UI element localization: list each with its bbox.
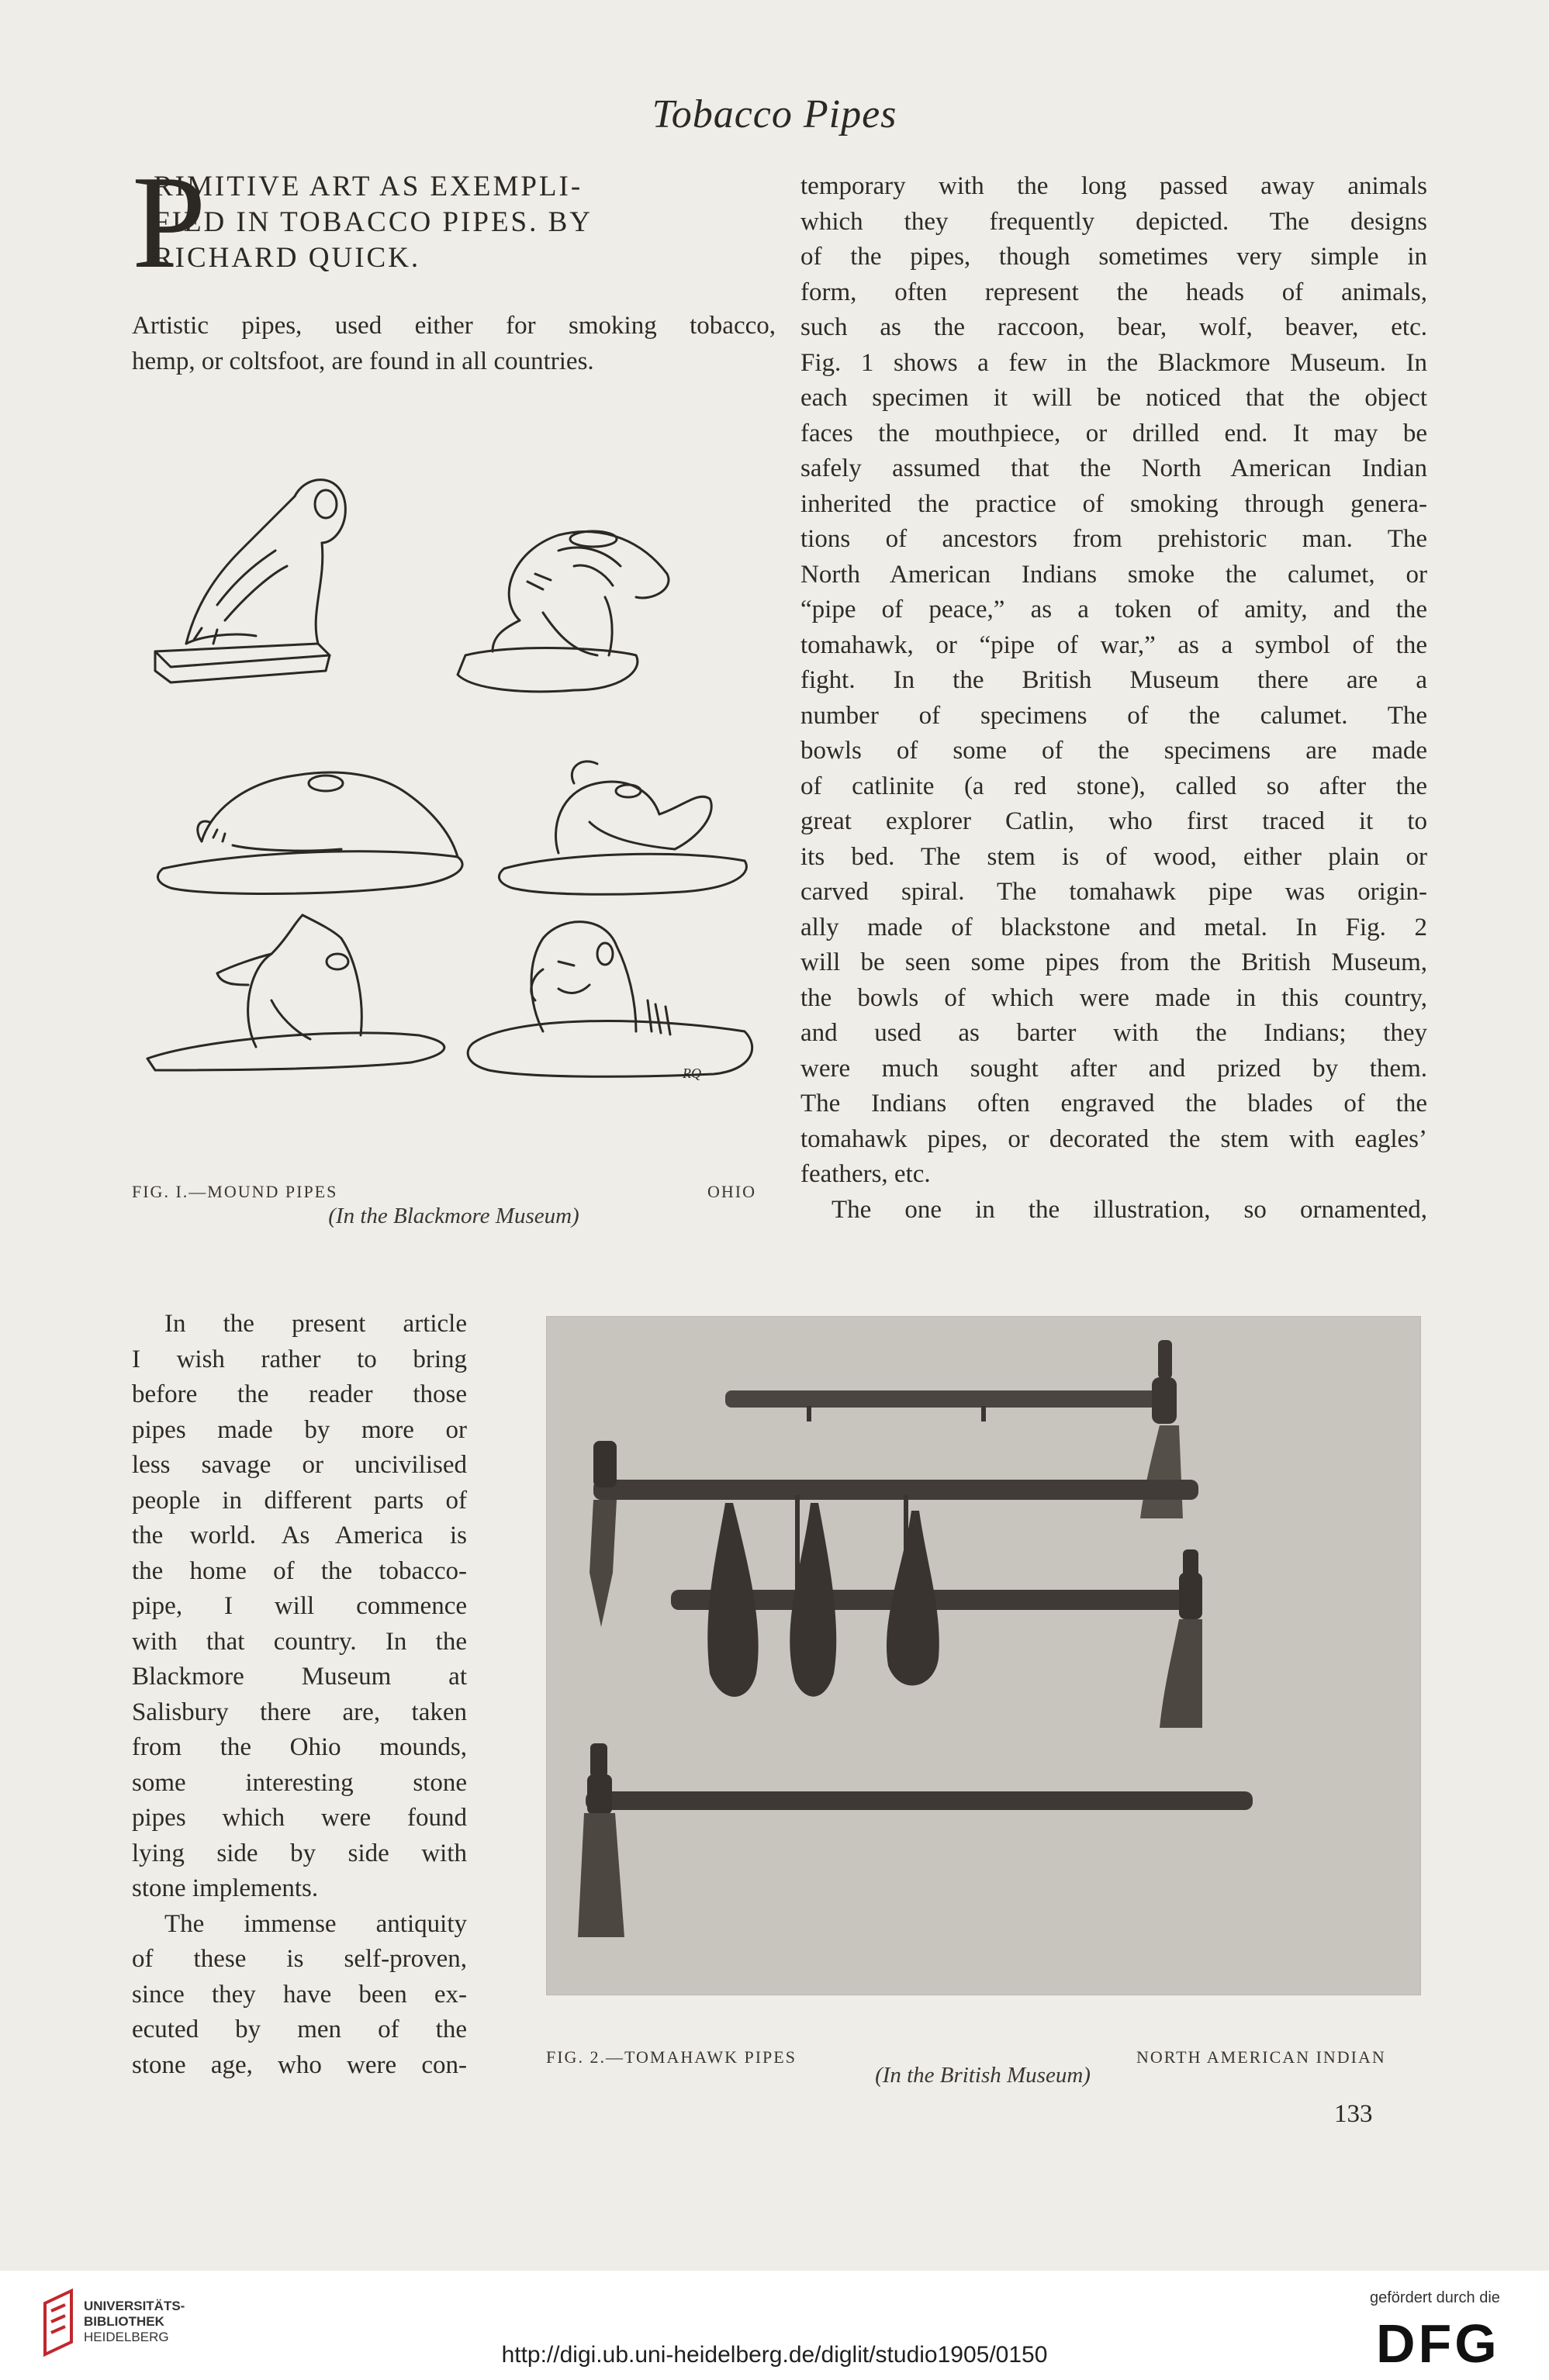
text-line: of the pipes, though sometimes very simple in bbox=[800, 243, 1427, 271]
owl-pipe-drawing bbox=[155, 480, 345, 682]
fig2-caption-left: FIG. 2.—TOMAHAWK PIPES bbox=[546, 2047, 797, 2067]
intro-paragraph bbox=[132, 309, 776, 379]
library-name-line1: UNIVERSITÄTS- bbox=[84, 2299, 185, 2313]
text-line: tomahawk, or “pipe of war,” as a symbol of the bbox=[800, 630, 1427, 659]
text-line: some interesting stone bbox=[132, 1768, 467, 1797]
bird-pipe-drawing bbox=[458, 531, 669, 692]
text-line: number of specimens of the calumet. The bbox=[800, 701, 1427, 730]
text-line: inherited the practice of smoking through genera- bbox=[800, 489, 1427, 518]
text-line: temporary with the long passed away animals bbox=[800, 172, 1427, 200]
funded-by-label: gefördert durch die bbox=[1370, 2289, 1500, 2306]
mound-pipes-illustration bbox=[140, 458, 760, 1140]
university-library-name bbox=[84, 2299, 185, 2345]
text-line: faces the mouthpiece, or drilled end. It may be bbox=[800, 419, 1427, 447]
text-line: In the present article bbox=[164, 1310, 467, 1338]
text-line: great explorer Catlin, who first traced it to bbox=[800, 807, 1427, 835]
text-line: stone implements. bbox=[132, 1874, 319, 1902]
text-line: of these is self-proven, bbox=[132, 1945, 467, 1973]
text-line: The one in the illustration, so ornamented, bbox=[832, 1195, 1427, 1224]
tomahawk-pipes-photo bbox=[546, 1316, 1421, 1995]
text-line: such as the raccoon, bear, wolf, beaver, etc. bbox=[800, 313, 1427, 341]
text-line: the home of the tobacco- bbox=[132, 1556, 467, 1585]
text-line: less savage or uncivilised bbox=[132, 1451, 467, 1479]
fig2-caption-right: NORTH AMERICAN INDIAN bbox=[1136, 2047, 1386, 2067]
right-column-text bbox=[800, 169, 1427, 1228]
fig2-credit: (In the British Museum) bbox=[875, 2063, 1091, 2088]
text-line: each specimen it will be noticed that the object bbox=[800, 384, 1427, 412]
text-line: pipes made by more or bbox=[132, 1415, 467, 1444]
heading-line: RIMITIVE ART AS EXEMPLI- bbox=[154, 171, 583, 202]
drop-cap: P bbox=[132, 149, 206, 296]
text-line: Salisbury there are, taken bbox=[132, 1698, 467, 1726]
text-line: “pipe of peace,” as a token of amity, and the bbox=[800, 596, 1427, 623]
artist-monogram: RQ bbox=[683, 1066, 701, 1081]
human-head-pipe-drawing bbox=[468, 922, 752, 1077]
text-line: bowls of some of the specimens are made bbox=[800, 737, 1427, 765]
library-name-line2: BIBLIOTHEK bbox=[84, 2314, 164, 2329]
text-line: ally made of blackstone and metal. In Fig. 2 bbox=[800, 913, 1427, 941]
text-line: The Indians often engraved the blades of the bbox=[800, 1090, 1427, 1117]
left-column-lower-text bbox=[132, 1307, 467, 2083]
dfg-logo: DFG bbox=[1376, 2313, 1500, 2374]
text-line: safely assumed that the North American Indian bbox=[800, 454, 1427, 482]
running-title: Tobacco Pipes bbox=[652, 92, 897, 136]
text-line: the bowls of which were made in this country, bbox=[800, 983, 1427, 1012]
tomahawk-pipes-photo-render bbox=[547, 1317, 1420, 1995]
text-line: people in different parts of bbox=[132, 1486, 467, 1515]
text-line: will be seen some pipes from the British Museum, bbox=[800, 948, 1427, 976]
text-line: which they frequently depicted. The designs bbox=[800, 207, 1427, 236]
text-line: from the Ohio mounds, bbox=[132, 1733, 467, 1761]
squirrel-pipe-drawing bbox=[499, 762, 746, 894]
text-line: tomahawk pipes, or decorated the stem with eagles’ bbox=[800, 1124, 1427, 1153]
text-line: fight. In the British Museum there are a bbox=[800, 666, 1427, 694]
text-line: ecuted by men of the bbox=[132, 2016, 467, 2043]
intro-line: hemp, or coltsfoot, are found in all countries. bbox=[132, 347, 594, 375]
text-line: and used as barter with the Indians; they bbox=[800, 1019, 1427, 1047]
intro-line: Artistic pipes, used either for smoking tobacco, bbox=[132, 312, 776, 340]
text-line: before the reader those bbox=[132, 1380, 467, 1408]
text-line: Fig. 1 shows a few in the Blackmore Museum. In bbox=[800, 348, 1427, 377]
text-line: since they have been ex- bbox=[132, 1980, 467, 2009]
library-city: HEIDELBERG bbox=[84, 2330, 169, 2344]
text-line: lying side by side with bbox=[132, 1839, 467, 1867]
wolf-pipe-drawing bbox=[147, 915, 444, 1070]
text-line: I wish rather to bring bbox=[132, 1345, 467, 1373]
text-line: pipe, I will commence bbox=[132, 1592, 467, 1620]
text-line: stone age, who were con- bbox=[132, 2050, 467, 2079]
heading-line: FIED IN TOBACCO PIPES. BY bbox=[154, 206, 593, 238]
text-line: feathers, etc. bbox=[800, 1160, 931, 1188]
heading-line: RICHARD QUICK. bbox=[154, 242, 421, 274]
text-line: tions of ancestors from prehistoric man. The bbox=[800, 525, 1427, 553]
text-line: its bed. The stem is of wood, either plain or bbox=[800, 842, 1427, 871]
text-line: with that country. In the bbox=[132, 1627, 467, 1656]
fig1-credit: (In the Blackmore Museum) bbox=[328, 1204, 579, 1228]
beaver-pipe-drawing bbox=[157, 772, 462, 893]
article-heading bbox=[154, 169, 774, 276]
text-line: carved spiral. The tomahawk pipe was origin- bbox=[800, 878, 1427, 906]
fig1-caption-right: OHIO bbox=[707, 1182, 756, 1201]
text-line: form, often represent the heads of animals, bbox=[800, 278, 1427, 306]
page-number: 133 bbox=[1334, 2100, 1373, 2128]
fig1-caption-left: FIG. I.—MOUND PIPES bbox=[132, 1182, 338, 1201]
text-line: pipes which were found bbox=[132, 1804, 467, 1832]
source-url: http://digi.ub.uni-heidelberg.de/diglit/studio1905/0150 bbox=[501, 2342, 1048, 2368]
text-line: The immense antiquity bbox=[164, 1909, 467, 1938]
text-line: the world. As America is bbox=[132, 1522, 467, 1549]
text-line: North American Indians smoke the calumet, or bbox=[800, 560, 1427, 589]
text-line: were much sought after and prized by them. bbox=[800, 1054, 1427, 1083]
text-line: Blackmore Museum at bbox=[132, 1663, 467, 1691]
text-line: of catlinite (a red stone), called so after the bbox=[800, 772, 1427, 800]
